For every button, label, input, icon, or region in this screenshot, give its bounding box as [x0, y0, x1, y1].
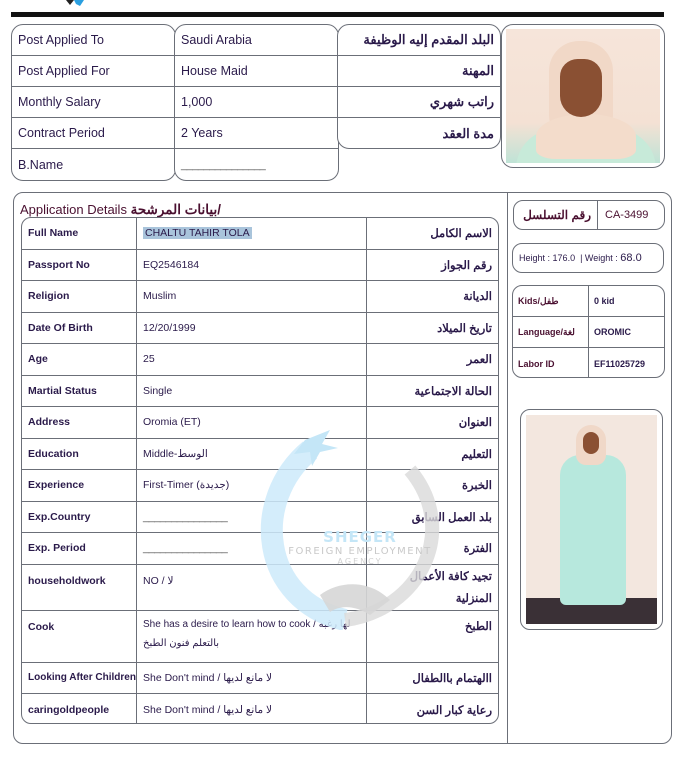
row-arabic-label: بلد العمل السابق — [411, 511, 492, 524]
weight-label: | Weight : — [580, 253, 618, 263]
serial-number-box — [513, 200, 665, 230]
header-bar — [11, 12, 664, 17]
personal-info-box — [512, 285, 665, 378]
row-label: Education — [22, 439, 137, 470]
full-body-photo — [526, 415, 657, 624]
row-arabic-label: تاريخ الميلاد — [437, 322, 492, 335]
row-label: Religion — [22, 281, 137, 312]
post-value-cell — [175, 149, 338, 180]
row-value: NO / لا — [137, 565, 367, 610]
table-row — [22, 250, 498, 282]
watermark-line: FOREIGN EMPLOYMENT — [288, 546, 432, 557]
info-value: OROMIC — [594, 327, 631, 337]
table-row — [22, 533, 498, 565]
row-label: Exp.Country — [22, 502, 137, 533]
row-value: Middle-الوسط — [137, 439, 367, 470]
row-arabic-label: الحالة الاجتماعية — [414, 385, 492, 398]
full-body-photo-frame — [520, 409, 663, 630]
table-row — [22, 502, 498, 534]
row-value: She Don't mind / لا مانع لديها — [137, 663, 367, 694]
row-label: Experience — [22, 470, 137, 501]
post-value: 1,000 — [175, 87, 338, 118]
post-label: B.Name — [18, 157, 64, 172]
post-arabic-label: راتب شهري — [338, 87, 500, 118]
table-row — [22, 281, 498, 313]
table-row — [22, 611, 498, 663]
post-value: House Maid — [175, 56, 338, 87]
row-label: Exp. Period — [22, 533, 137, 564]
row-value: 12/20/1999 — [137, 313, 367, 344]
row-value: She has a desire to learn how to cook / لها رغبه بالتعلم فنون الطبخ — [137, 611, 367, 662]
row-arabic-label: الخبرة — [462, 480, 492, 493]
row-value-cell — [137, 502, 367, 533]
table-row — [22, 313, 498, 345]
info-row — [513, 286, 664, 317]
row-arabic-label: التعليم — [461, 448, 492, 461]
panel-divider — [507, 193, 508, 743]
row-value: _______________ — [143, 510, 228, 523]
agency-logo-icon — [64, 0, 90, 6]
post-value: Saudi Arabia — [175, 25, 338, 56]
post-label: Contract Period — [12, 118, 175, 149]
section-title-en: Application Details — [20, 202, 127, 217]
row-value: Single — [137, 376, 367, 407]
post-label: Post Applied For — [12, 56, 175, 87]
info-value: EF11025729 — [594, 358, 646, 369]
details-table — [21, 217, 499, 724]
table-row — [22, 565, 498, 611]
post-arabic-label: البلد المقدم إليه الوظيفة — [338, 25, 500, 56]
info-key: Kids/طفل — [513, 286, 589, 316]
row-label: Passport No — [22, 250, 137, 281]
serial-label: رقم التسلسل — [514, 201, 598, 229]
watermark-line: SHEGER — [323, 528, 397, 546]
info-row — [513, 317, 664, 348]
post-arabic-label: مدة العقد — [442, 125, 494, 141]
row-arabic-label: رعاية كبار السن — [416, 704, 492, 717]
table-row — [22, 344, 498, 376]
row-value: She Don't mind / لا مانع لديها — [137, 694, 367, 724]
post-labels-box — [11, 24, 176, 181]
portrait-photo — [506, 29, 660, 163]
row-arabic-label: الفترة — [463, 543, 492, 556]
table-row — [22, 218, 498, 250]
table-row — [22, 376, 498, 408]
row-label: Martial Status — [22, 376, 137, 407]
row-label: Looking After Children — [22, 663, 137, 694]
post-value: 2 Years — [175, 118, 338, 149]
info-key: Language/لغة — [513, 317, 589, 347]
info-value: 0 kid — [594, 296, 615, 306]
row-label: Age — [22, 344, 137, 375]
watermark-line: AGENCY — [337, 557, 383, 566]
info-row — [513, 348, 664, 378]
post-arabic-box — [337, 24, 501, 149]
table-row — [22, 407, 498, 439]
row-value: EQ2546184 — [137, 250, 367, 281]
row-arabic-label: رقم الجواز — [441, 259, 492, 272]
row-arabic-label: تجيد كافة الأعمال المنزلية — [409, 570, 492, 605]
height-value: 176.0 — [552, 253, 576, 263]
serial-value: CA-3499 — [605, 209, 649, 221]
weight-value: 68.0 — [620, 252, 642, 264]
post-label: Post Applied To — [12, 25, 175, 56]
section-title — [20, 202, 221, 218]
full-name-value[interactable]: CHALTU TAHIR TOLA — [145, 227, 250, 240]
info-key: Labor ID — [513, 348, 589, 378]
row-label: Address — [22, 407, 137, 438]
row-label: Full Name — [22, 218, 137, 249]
table-row — [22, 470, 498, 502]
row-value: 25 — [137, 344, 367, 375]
post-label: Monthly Salary — [12, 87, 175, 118]
row-arabic-label: الطبخ — [464, 620, 492, 633]
post-value: _______________ — [181, 158, 266, 171]
row-value: First-Timer (جديدة) — [137, 470, 367, 501]
section-title-ar: بيانات المرشحة/ — [130, 202, 221, 217]
row-value: Muslim — [137, 281, 367, 312]
portrait-photo-frame — [501, 24, 665, 168]
post-values-box — [174, 24, 339, 181]
row-label: householdwork — [22, 565, 137, 610]
row-label: Cook — [22, 611, 137, 662]
table-row — [22, 663, 498, 695]
row-value: Oromia (ET) — [137, 407, 367, 438]
table-row — [22, 694, 498, 724]
row-label: Date Of Birth — [22, 313, 137, 344]
row-arabic-label: االهتمام باالطفال — [412, 672, 492, 685]
row-arabic-label: الاسم الكامل — [430, 228, 492, 241]
row-value: _______________ — [143, 542, 228, 555]
row-arabic-label: العمر — [466, 354, 492, 367]
row-value-cell — [137, 533, 367, 564]
row-arabic-label: الديانة — [463, 291, 492, 304]
row-label: caringoldpeople — [22, 694, 137, 724]
height-label: Height : — [519, 253, 551, 263]
row-arabic-label: العنوان — [458, 417, 492, 430]
post-arabic-label: المهنة — [338, 56, 500, 87]
row-value-cell — [137, 218, 367, 249]
height-weight-box — [512, 243, 664, 273]
table-row — [22, 439, 498, 471]
